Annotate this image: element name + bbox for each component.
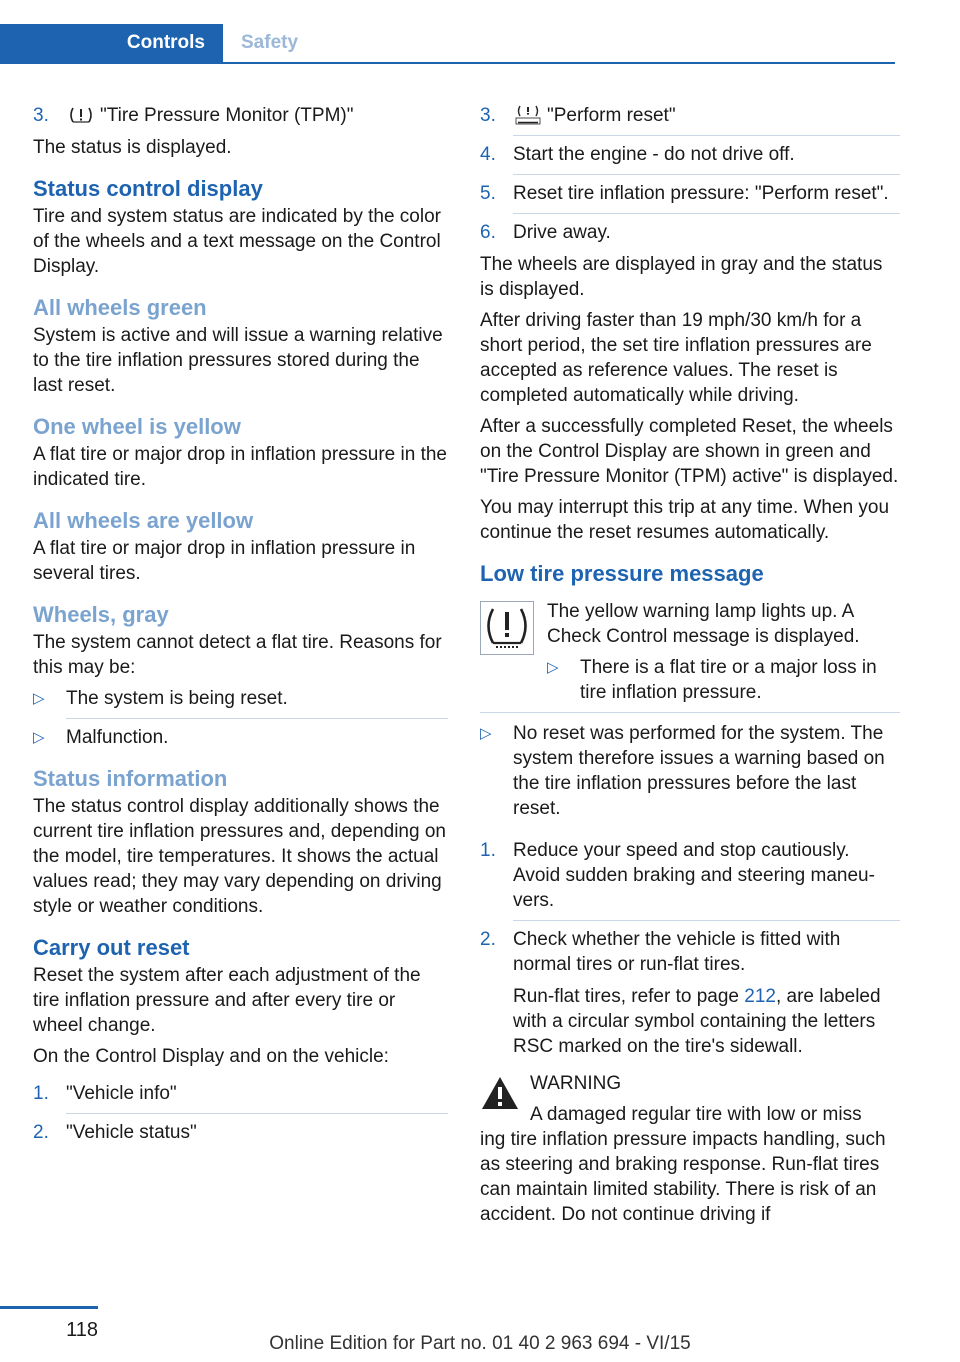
paragraph: After driving faster than 19 mph/30 km/h for a short period, the set tire inflation pressures are accepted as reference values. The reset is completed automatically while driving.: [480, 310, 872, 406]
step-number: 3.: [33, 105, 49, 126]
triangle-bullet-icon: ▷: [33, 729, 45, 746]
step-3-reset: 3. "Perform reset": [480, 105, 676, 126]
paragraph: A flat tire or major drop in inflation pressure in several tires.: [33, 538, 416, 584]
page-reference-link[interactable]: 212: [744, 986, 776, 1007]
right-column: [480, 103, 900, 1227]
page-number: 118: [0, 1306, 98, 1345]
divider: [513, 135, 900, 136]
paragraph: After a successfully completed Reset, the wheels on the Control Display are shown in green and "Tire Pressure Monitor (TPM) active" is displayed.: [480, 416, 899, 487]
divider: [513, 920, 900, 921]
list-item: ▷ No reset was performed for the system. The system therefore issues a warning based on the tire inflation pressures before the last reset.: [480, 723, 885, 819]
warning-title: WARNING: [530, 1073, 622, 1094]
step-2: 2. "Vehicle status": [33, 1122, 197, 1143]
heading-status-information: Status information: [33, 766, 228, 791]
heading-wheels-gray: Wheels, gray: [33, 602, 169, 627]
paragraph: The system cannot detect a flat tire. Reasons for this may be:: [33, 632, 442, 678]
step-text: "Tire Pressure Monitor (TPM)": [100, 105, 354, 126]
triangle-bullet-icon: ▷: [33, 690, 45, 707]
list-item: ▷ There is a flat tire or a major loss in tire inflation pressure.: [547, 657, 877, 703]
list-item: ▷ Malfunction.: [33, 727, 169, 748]
low-pressure-block: [480, 599, 900, 705]
step-3-tpm: [33, 103, 448, 128]
paragraph: You may interrupt this trip at any time. When you continue the reset resumes automatically.: [480, 497, 890, 543]
paragraph: System is active and will issue a warning relative to the tire inflation pressures stored during the last reset.: [33, 325, 443, 396]
paragraph: Tire and system status are indicated by the color of the wheels and a text message on the Control Display.: [33, 206, 441, 277]
divider: [66, 1113, 448, 1114]
list-item: ▷ The system is being reset.: [33, 688, 288, 709]
divider: [66, 718, 448, 719]
step-2-check-tires: 2. Check whether the vehicle is fitted with normal tires or run-flat tires.: [480, 929, 841, 975]
left-column: [33, 103, 448, 1152]
step-5: 5. Reset tire inflation pressure: "Perform reset".: [480, 183, 889, 204]
heading-carry-out-reset: Carry out reset: [33, 935, 190, 960]
warning-block: [480, 1071, 900, 1227]
footer-edition: Online Edition for Part no. 01 40 2 963 694 - VI/15: [269, 1333, 691, 1354]
divider: [480, 712, 900, 713]
step-1-reduce-speed: 1. Reduce your speed and stop cautiously. Avoid sudden braking and steering maneuvers.: [480, 840, 875, 911]
paragraph: The status control display additionally shows the current tire inflation pressures and, depending on the model, tire temperatures. It shows the actual values read; they may vary depending on driving style or weather conditions.: [33, 796, 446, 917]
tab-safety[interactable]: Safety: [241, 32, 299, 53]
heading-all-green: All wheels green: [33, 295, 207, 320]
triangle-bullet-icon: ▷: [547, 659, 559, 676]
triangle-bullet-icon: ▷: [480, 725, 492, 742]
warning-triangle-icon: [480, 1075, 520, 1111]
header-bar: [0, 24, 895, 64]
step-1: 1. "Vehicle info": [33, 1083, 177, 1104]
paragraph: The status is displayed.: [33, 137, 232, 158]
heading-low-tire-pressure: Low tire pressure message: [480, 561, 764, 586]
paragraph: The yellow warning lamp lights up. A Check Control message is displayed.: [547, 601, 860, 647]
step-4: 4. Start the engine - do not drive off.: [480, 144, 795, 165]
heading-all-yellow: All wheels are yellow: [33, 508, 254, 533]
divider: [513, 213, 900, 214]
heading-status-control: Status control display: [33, 176, 263, 201]
divider: [513, 174, 900, 175]
paragraph: The wheels are displayed in gray and the status is displayed.: [480, 254, 883, 300]
paragraph: Reset the system after each adjustment of the tire inflation pressure and after every tire or wheel change.: [33, 965, 421, 1036]
tab-controls[interactable]: Controls: [0, 24, 223, 62]
reset-icon: [515, 105, 541, 125]
step-6: 6. Drive away.: [480, 222, 611, 243]
heading-one-yellow: One wheel is yellow: [33, 414, 241, 439]
paragraph: On the Control Display and on the vehicle:: [33, 1046, 389, 1067]
tire-pressure-icon: [68, 105, 94, 125]
paragraph: A flat tire or major drop in inflation pressure in the indicated tire.: [33, 444, 447, 490]
runflat-paragraph: Run-flat tires, refer to page 212, are labeled with a circular symbol containing the letters RSC marked on the tire's sidewall.: [513, 986, 881, 1057]
warning-text: ing tire inflation pressure impacts handling, such as steering and braking response. Run-flat tires can maintain limited stability. There is risk of an accident. Do not continue driving if: [480, 1129, 886, 1225]
tire-pressure-warning-icon: [480, 601, 534, 655]
warning-text-first: A damaged regular tire with low or miss: [530, 1104, 862, 1125]
